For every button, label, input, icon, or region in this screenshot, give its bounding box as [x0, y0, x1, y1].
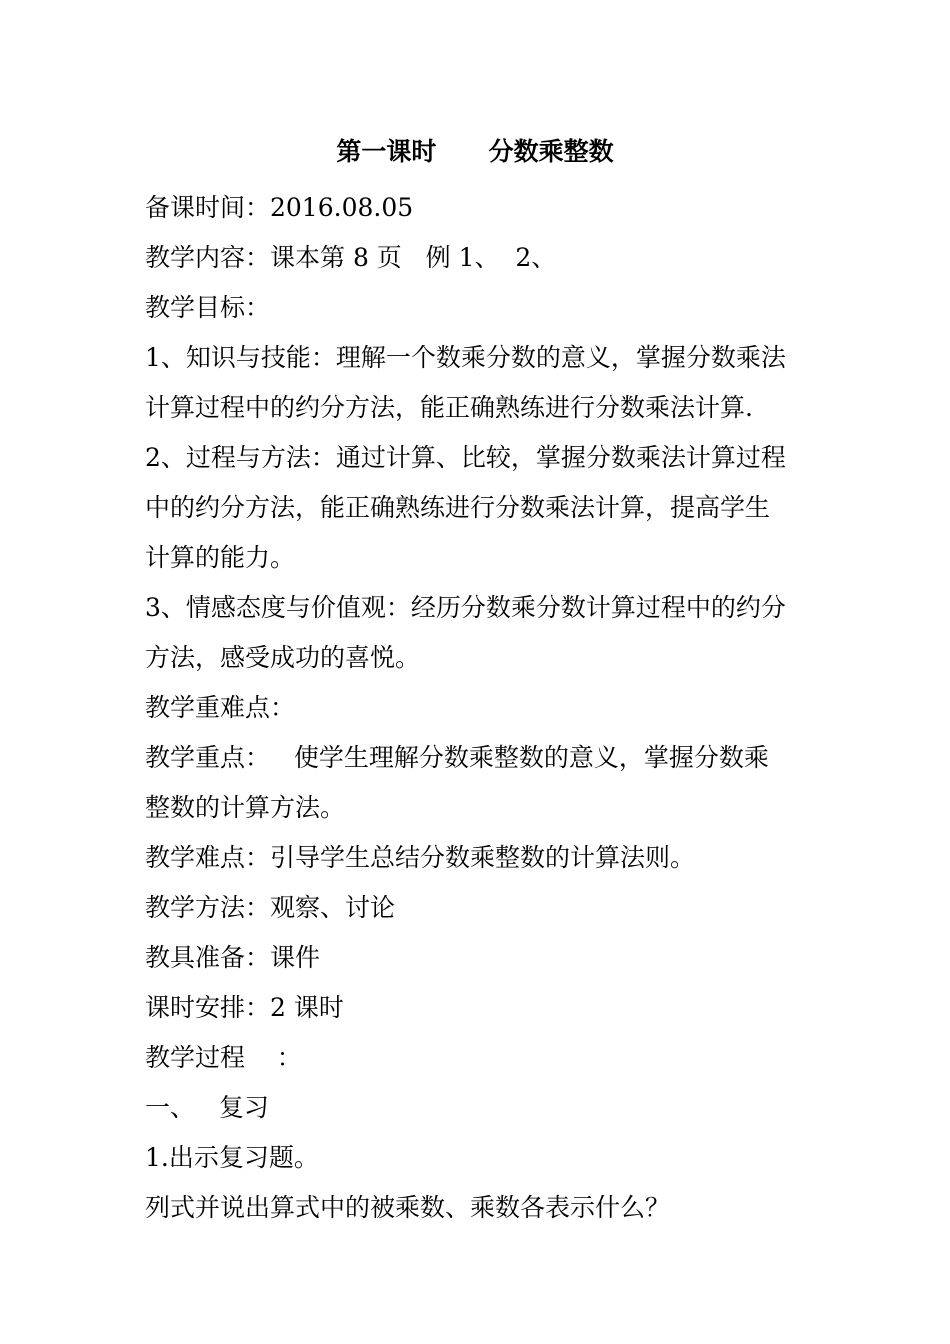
goal-process-line-1: 2、过程与方法：通过计算、比较，掌握分数乘法计算过程: [145, 443, 786, 472]
class-hours-line: 课时安排：2 课时: [145, 993, 344, 1022]
review-question-line: 列式并说出算式中的被乘数、乘数各表示什么？: [145, 1193, 671, 1222]
goal-knowledge-line-2: 计算过程中的约分方法，能正确熟练进行分数乘法计算.: [145, 393, 753, 422]
goal-attitude-line-1: 3、情感态度与价值观：经历分数乘分数计算过程中的约分: [145, 593, 786, 622]
goal-attitude-line-2: 方法，感受成功的喜悦。: [145, 643, 421, 672]
teaching-process-heading: 教学过程 ：: [145, 1043, 302, 1072]
goal-process-line-2: 中的约分方法，能正确熟练进行分数乘法计算，提高学生: [145, 493, 771, 522]
goal-knowledge-line-1: 1、知识与技能：理解一个数乘分数的意义，掌握分数乘法: [145, 343, 786, 372]
goal-process-line-3: 计算的能力。: [145, 543, 296, 572]
teaching-content-line: 教学内容：课本第 8 页 例 1、 2、: [145, 243, 557, 272]
key-difficult-heading: 教学重难点：: [145, 693, 296, 722]
lesson-title: 第一课时 分数乘整数: [336, 137, 614, 166]
review-section-heading: 一、 复习: [145, 1093, 269, 1122]
prep-time-line: 备课时间：2016.08.05: [145, 193, 414, 222]
review-item-1: 1.出示复习题。: [145, 1143, 319, 1172]
document-body: [145, 183, 810, 1233]
key-point-line-2: 整数的计算方法。: [145, 793, 346, 822]
teaching-aids-line: 教具准备：课件: [145, 943, 321, 972]
difficult-point-line: 教学难点：引导学生总结分数乘整数的计算法则。: [145, 843, 696, 872]
key-point-line-1: 教学重点： 使学生理解分数乘整数的意义，掌握分数乘: [145, 743, 769, 772]
teaching-method-line: 教学方法：观察、讨论: [145, 893, 396, 922]
teaching-goals-heading: 教学目标：: [145, 293, 271, 322]
